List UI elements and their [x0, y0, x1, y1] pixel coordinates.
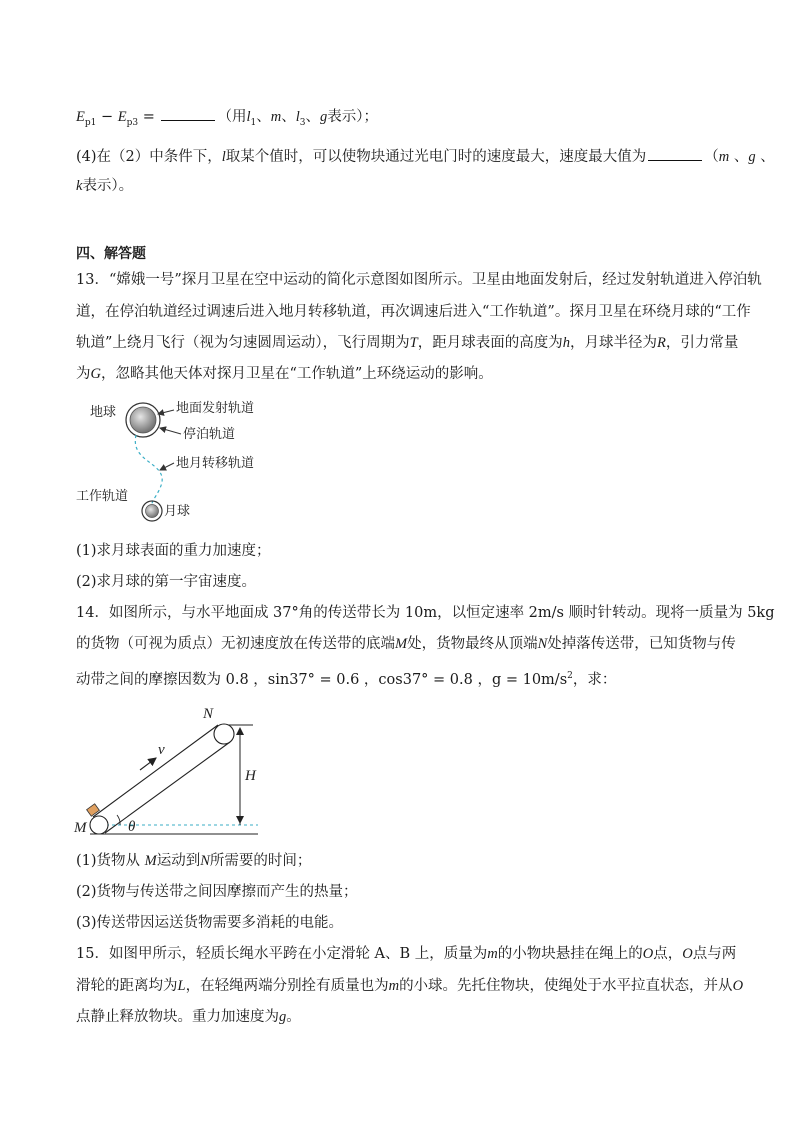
- var-h: h: [562, 335, 570, 351]
- text: 点与两: [692, 946, 737, 962]
- label-work-orbit: 工作轨道: [76, 489, 129, 504]
- separator: 、: [305, 109, 320, 125]
- q13-line4: [76, 364, 493, 384]
- text: (4)在（2）中条件下，: [76, 149, 222, 165]
- sub-p1: p1: [84, 117, 97, 128]
- separator: 、: [755, 149, 775, 165]
- q14-line2: [76, 634, 736, 654]
- q13-sub2: (2)求月球的第一宇宙速度。: [76, 574, 257, 590]
- text: 的小物块悬挂在绳上的: [497, 946, 643, 962]
- sub-1: 1: [250, 117, 257, 128]
- label-M: M: [74, 820, 87, 836]
- var-N: N: [537, 636, 548, 652]
- moon-ball: [146, 505, 159, 518]
- belt-upper: [93, 725, 218, 817]
- var-E: E: [76, 109, 85, 125]
- text: (1)货物从: [76, 853, 145, 869]
- text: ，月球半径为: [570, 335, 657, 351]
- q15-line1: [76, 944, 736, 964]
- var-L: L: [177, 978, 186, 994]
- label-v: v: [158, 742, 165, 758]
- arrow-launch: [158, 410, 174, 414]
- q14-sub1: [76, 851, 311, 871]
- equals-sign: =: [138, 109, 160, 125]
- label-N: N: [203, 706, 214, 722]
- text: ，求：: [572, 671, 617, 688]
- var-g: g: [279, 1009, 287, 1025]
- orbit-diagram: [70, 392, 290, 532]
- section-title: 四、解答题: [76, 246, 146, 262]
- sub-p3: p3: [126, 117, 139, 128]
- text: 所需要的时间；: [209, 853, 312, 869]
- text: 动带之间的摩擦因数为 0.8 ，sin37° = 0.6 ，cos37° = 0.8 ，g = 10m/s: [76, 671, 568, 688]
- q14-line3: [76, 666, 616, 690]
- var-N: N: [200, 853, 210, 869]
- answer-blank[interactable]: [161, 106, 215, 121]
- var-l: l: [295, 109, 300, 125]
- text: 运动到: [156, 853, 201, 869]
- var-R: R: [657, 335, 666, 351]
- q13-line2: 道，在停泊轨道经过调速后进入地月转移轨道，再次调速后进入“工作轨道”。探月卫星在环绕月球的“工作: [76, 304, 751, 320]
- var-m: m: [487, 946, 498, 962]
- text: 点，: [653, 946, 683, 962]
- text: （: [704, 149, 719, 165]
- label-launch-orbit: 地面发射轨道: [176, 401, 255, 416]
- text: 滑轮的距离均为: [76, 978, 178, 994]
- text: 为: [76, 366, 91, 382]
- q13-line1: 13．“嫦娥一号”探月卫星在空中运动的简化示意图如图所示。卫星由地面发射后，经过发射轨道进入停泊轨: [76, 272, 762, 288]
- label-earth: 地球: [90, 405, 117, 420]
- earth-ball: [130, 407, 156, 433]
- text: ，在轻绳两端分别拴有质量也为: [185, 978, 389, 994]
- var-G: G: [90, 366, 101, 382]
- text: ，距月球表面的高度为: [417, 335, 563, 351]
- q13-sub1: (1)求月球表面的重力加速度；: [76, 543, 271, 559]
- var-m: m: [270, 109, 282, 125]
- var-m: m: [718, 149, 730, 165]
- var-O: O: [732, 978, 744, 994]
- text: 取某个值时，可以使物块通过光电门时的速度最大，速度最大值为: [225, 149, 647, 165]
- var-k: k: [76, 178, 83, 194]
- label-H: H: [245, 768, 256, 784]
- q13-line3: [76, 333, 738, 353]
- conveyor-diagram: [68, 698, 268, 843]
- q15-line2: [76, 976, 743, 996]
- var-M: M: [395, 636, 408, 652]
- var-m: m: [388, 978, 400, 994]
- label-parking-orbit: 停泊轨道: [183, 427, 236, 442]
- text: 轨道”上绕月飞行（视为匀速圆周运动），飞行周期为: [76, 335, 410, 351]
- var-T: T: [409, 335, 418, 351]
- label-moon: 月球: [164, 504, 191, 519]
- q15-line3: [76, 1007, 301, 1027]
- text: 的小球。先托住物块，使绳处于水平拉直状态，并从: [399, 978, 733, 994]
- roller-bottom: [90, 816, 108, 834]
- var-l: l: [246, 109, 251, 125]
- q12-energy-line: [76, 106, 378, 133]
- answer-blank[interactable]: [648, 146, 702, 161]
- arrow-transfer: [160, 463, 174, 470]
- separator: 、: [281, 109, 296, 125]
- text: 的货物（可视为质点）无初速度放在传送带的底端: [76, 636, 395, 652]
- hint-text: 表示）；: [327, 109, 378, 125]
- q12-part4-line2: [76, 176, 133, 196]
- var-M: M: [144, 853, 157, 869]
- text: 表示）。: [82, 178, 134, 194]
- arrow-parking: [160, 428, 181, 434]
- belt-lower: [105, 742, 230, 833]
- superscript: 2: [567, 671, 573, 681]
- label-theta: θ: [128, 819, 136, 835]
- text: ，引力常量: [665, 335, 739, 351]
- text: 点静止释放物块。重力加速度为: [76, 1009, 279, 1025]
- minus-sign: −: [96, 109, 118, 125]
- text: 15．如图甲所示，轻质长绳水平跨在小定滑轮 A、B 上，质量为: [76, 946, 488, 962]
- velocity-arrow: [140, 758, 156, 770]
- q14-sub2: (2)货物与传送带之间因摩擦而产生的热量；: [76, 884, 358, 900]
- var-O: O: [682, 946, 693, 962]
- text: 处，货物最终从顶端: [407, 636, 538, 652]
- text: 。: [286, 1009, 301, 1025]
- transfer-orbit-path: [135, 435, 162, 504]
- separator: 、: [729, 149, 749, 165]
- q14-line1: 14．如图所示，与水平地面成 37°角的传送带长为 10m，以恒定速率 2m/s 顺时针转动。现将一质量为 5kg: [76, 605, 775, 621]
- label-transfer-orbit: 地月转移轨道: [176, 456, 255, 471]
- separator: 、: [256, 109, 271, 125]
- sub-3: 3: [299, 117, 306, 128]
- var-g: g: [319, 109, 328, 125]
- roller-top: [214, 724, 234, 744]
- hint-text: （用: [217, 109, 247, 125]
- q12-part4-line1: [76, 146, 775, 167]
- var-g: g: [748, 149, 756, 165]
- text: 处掉落传送带，已知货物与传: [547, 636, 736, 652]
- var-E: E: [117, 109, 127, 125]
- var-l: l: [221, 149, 226, 165]
- q14-sub3: (3)传送带因运送货物需要多消耗的电能。: [76, 915, 344, 931]
- var-O: O: [642, 946, 654, 962]
- text: ，忽略其他天体对探月卫星在“工作轨道”上环绕运动的影响。: [100, 366, 493, 382]
